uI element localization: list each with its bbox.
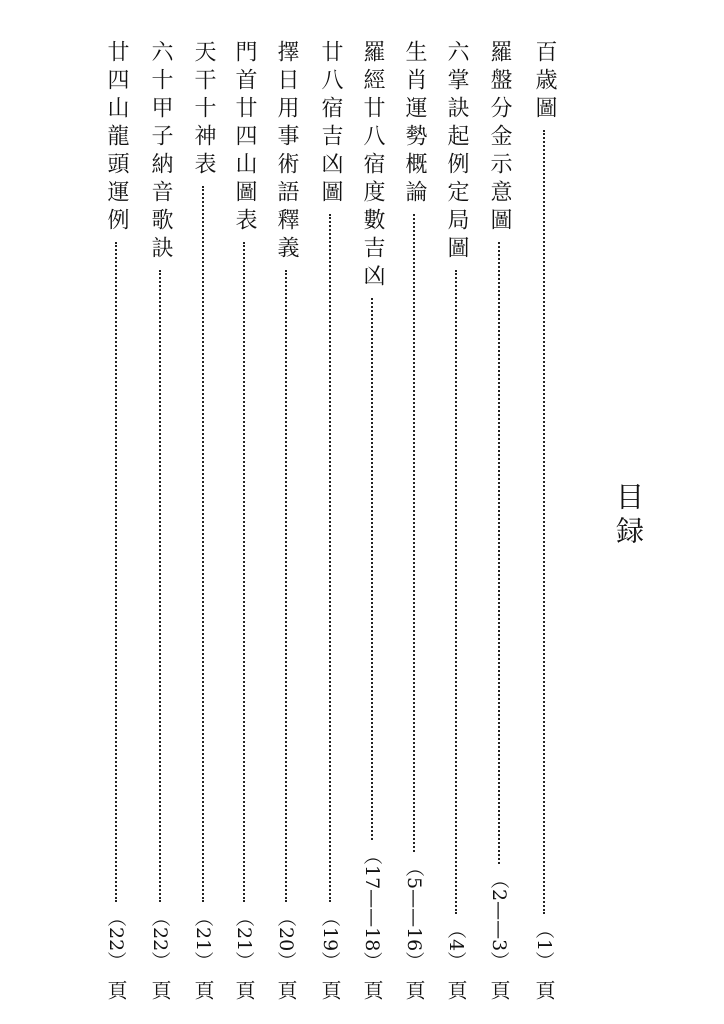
toc-entry-title: 廿四山龍頭運例 — [104, 40, 129, 236]
toc-entry-title: 六掌訣起例定局圖 — [444, 40, 469, 264]
dot-leader — [329, 214, 331, 902]
toc-entry-suffix: 頁 — [148, 980, 172, 1000]
toc-entry — [266, 40, 306, 1000]
toc-entry — [96, 40, 136, 1000]
dot-leader — [285, 270, 287, 902]
toc-entry — [224, 40, 264, 1000]
toc-entry-title: 門首廿四山圖表 — [232, 40, 257, 236]
dot-leader — [455, 270, 457, 914]
toc-entry — [183, 40, 223, 1000]
toc-entry-suffix: 頁 — [318, 980, 342, 1000]
toc-entry-page: （22） — [105, 907, 127, 970]
toc-entry-suffix: 頁 — [487, 980, 511, 1000]
dot-leader — [543, 130, 545, 914]
toc-entry-suffix: 頁 — [444, 980, 468, 1000]
toc-entry-page: （21） — [192, 907, 214, 970]
dot-leader — [202, 186, 204, 902]
toc-entry-page: （17——18） — [361, 845, 383, 970]
toc-entry-title: 百歳圖 — [532, 40, 557, 124]
dot-leader — [115, 242, 117, 902]
toc-entry-suffix: 頁 — [274, 980, 298, 1000]
toc-entry-suffix: 頁 — [532, 980, 556, 1000]
toc-entry — [352, 40, 392, 1000]
toc-entry-suffix: 頁 — [360, 980, 384, 1000]
toc-entry-page: （2——3） — [488, 869, 510, 970]
toc-entry-title: 六十甲子納音歌訣 — [148, 40, 173, 264]
toc-entry — [140, 40, 180, 1000]
dot-leader — [498, 242, 500, 864]
toc-entry-title: 天干十神表 — [191, 40, 216, 180]
toc-entry-suffix: 頁 — [104, 980, 128, 1000]
toc-entry-suffix: 頁 — [402, 980, 426, 1000]
toc-entry-title: 生肖運勢概論 — [402, 40, 427, 208]
dot-leader — [371, 298, 373, 840]
dot-leader — [413, 214, 415, 852]
toc-entry-page: （19） — [319, 907, 341, 970]
toc-entry — [310, 40, 350, 1000]
dot-leader — [159, 270, 161, 902]
toc-entry-title: 廿八宿吉凶圖 — [318, 40, 343, 208]
toc-entry-page: （21） — [233, 907, 255, 970]
toc-entry — [394, 40, 434, 1000]
toc-entry — [524, 40, 564, 1000]
toc-entry-suffix: 頁 — [232, 980, 256, 1000]
toc-entry — [436, 40, 476, 1000]
toc-entry-title: 羅經廿八宿度數吉凶 — [360, 40, 385, 292]
page-title: 目録 — [612, 482, 645, 550]
toc-entry — [479, 40, 519, 1000]
toc-entry-page: （1） — [533, 919, 555, 970]
toc-entry-suffix: 頁 — [191, 980, 215, 1000]
toc-entry-page: （20） — [275, 907, 297, 970]
dot-leader — [243, 242, 245, 902]
toc-entry-page: （5——16） — [403, 857, 425, 970]
toc-entry-page: （4） — [445, 919, 467, 970]
toc-entry-page: （22） — [149, 907, 171, 970]
toc-entry-title: 擇日用事術語釋義 — [274, 40, 299, 264]
toc-entry-title: 羅盤分金示意圖 — [487, 40, 512, 236]
